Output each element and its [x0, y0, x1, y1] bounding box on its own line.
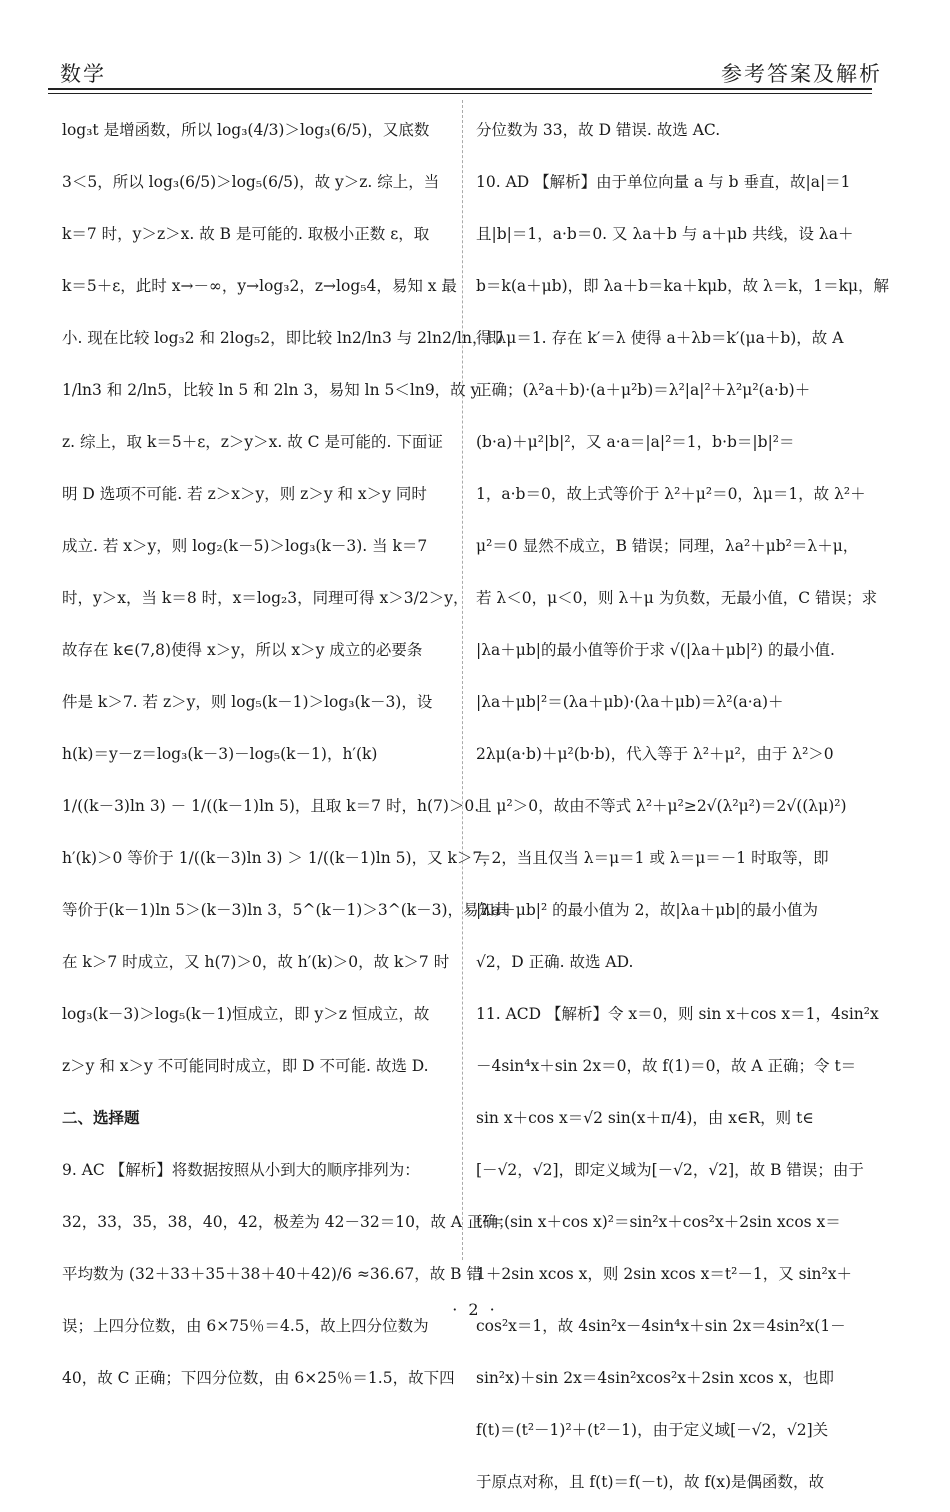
right-column-line: b＝k(a＋μb)，即 λa＋b＝ka＋kμb，故 λ＝k，1＝kμ，解 [476, 277, 890, 295]
left-column-line: 1/((k－3)ln 3) － 1/((k－1)ln 5)，且取 k＝7 时，h(7)＞0. [62, 797, 480, 815]
right-column-line: 得 λμ＝1. 存在 k′＝λ 使得 a＋λb＝k′(μa＋b)，故 A [476, 329, 844, 347]
right-column-line: cos²x＝1，故 4sin²x－4sin⁴x＋sin 2x＝4sin²x(1－ [476, 1317, 846, 1335]
left-column-line: 3＜5，所以 log₃(6/5)＞log₅(6/5)，故 y＞z. 综上，当 [62, 173, 440, 191]
left-column-line: 二、选择题 [62, 1109, 140, 1127]
subject-title: 数学 [60, 62, 106, 86]
right-column-line: 正确；(λ²a＋b)·(a＋μ²b)＝λ²|a|²＋λ²μ²(a·b)＋ [476, 381, 811, 399]
left-column-line: z＞y 和 x＞y 不可能同时成立，即 D 不可能. 故选 D. [62, 1057, 429, 1075]
right-column-line: |λa＋μb|²＝(λa＋μb)·(λa＋μb)＝λ²(a·a)＋ [476, 693, 784, 711]
right-column-line: 且|b|＝1，a·b＝0. 又 λa＋b 与 a＋μb 共线，设 λa＋ [476, 225, 854, 243]
left-column-line: 9. AC 【解析】将数据按照从小到大的顺序排列为： [62, 1161, 420, 1179]
header-rule-thick [48, 88, 872, 90]
left-column-line: k＝5＋ε，此时 x→－∞，y→log₃2，z→log₅4，易知 x 最 [62, 277, 457, 295]
right-column-line: t²＝(sin x＋cos x)²＝sin²x＋cos²x＋2sin xcos x＝ [476, 1213, 841, 1231]
right-column-line: (b·a)＋μ²|b|²，又 a·a＝|a|²＝1，b·b＝|b|²＝ [476, 433, 795, 451]
right-column-line: 1＋2sin xcos x，则 2sin xcos x＝t²－1，又 sin²x＋ [476, 1265, 852, 1283]
right-column-line: μ²＝0 显然不成立，B 错误；同理，λa²＋μb²＝λ＋μ， [476, 537, 859, 555]
right-column-line: 10. AD 【解析】由于单位向量 a 与 b 垂直，故|a|＝1 [476, 173, 851, 191]
left-column-line: 1/ln3 和 2/ln5，比较 ln 5 和 2ln 3，易知 ln 5＜ln9，故 y [62, 381, 480, 399]
left-column-line: 件是 k＞7. 若 z＞y，则 log₅(k－1)＞log₃(k－3)，设 [62, 693, 433, 711]
left-column-line: 成立. 若 x＞y，则 log₂(k－5)＞log₃(k－3). 当 k＝7 [62, 537, 428, 555]
left-column-line: 40，故 C 正确；下四分位数，由 6×25％＝1.5，故下四 [62, 1369, 455, 1387]
right-column-line: f(t)＝(t²－1)²＋(t²－1)，由于定义域[－√2，√2]关 [476, 1421, 829, 1439]
left-column-line: 在 k＞7 时成立，又 h(7)＞0，故 h′(k)＞0，故 k＞7 时 [62, 953, 450, 971]
right-column-line: 于原点对称，且 f(t)＝f(－t)，故 f(x)是偶函数，故 [476, 1473, 825, 1491]
section-title: 参考答案及解析 [721, 62, 882, 86]
right-column-line: 1，a·b＝0，故上式等价于 λ²＋μ²＝0，λμ＝1，故 λ²＋ [476, 485, 866, 503]
right-column-line: [－√2，√2]，即定义域为[－√2，√2]，故 B 错误；由于 [476, 1161, 864, 1179]
right-column-line: |λa＋μb|的最小值等价于求 √(|λa＋μb|²) 的最小值. [476, 641, 835, 659]
right-column-line: 11. ACD 【解析】令 x＝0，则 sin x＋cos x＝1，4sin²x [476, 1005, 879, 1023]
left-column-line: h′(k)＞0 等价于 1/((k－3)ln 3) ＞ 1/((k－1)ln 5)，又 k＞7， [62, 849, 498, 867]
left-column-line: z. 综上，取 k＝5＋ε，z＞y＞x. 故 C 是可能的. 下面证 [62, 433, 443, 451]
left-column-line: 时，y＞x，当 k＝8 时，x＝log₂3，同理可得 x＞3/2＞y， [62, 589, 469, 607]
left-column-line: 32，33，35，38，40，42，极差为 42－32＝10，故 A 正确； [62, 1213, 514, 1231]
right-column-line: 若 λ＜0，μ＜0，则 λ＋μ 为负数，无最小值，C 错误；求 [476, 589, 878, 607]
left-column-line: 平均数为 (32＋33＋35＋38＋40＋42)/6 ≈36.67，故 B 错 [62, 1265, 482, 1283]
right-column-line: ＝2，当且仅当 λ＝μ＝1 或 λ＝μ＝－1 时取等，即 [476, 849, 829, 867]
left-column-line: log₃(k－3)＞log₅(k－1)恒成立，即 y＞z 恒成立，故 [62, 1005, 430, 1023]
header-rule-thin [48, 93, 872, 94]
column-divider [462, 100, 463, 1260]
right-column-line: sin²x)＋sin 2x＝4sin²xcos²x＋2sin xcos x，也即 [476, 1369, 835, 1387]
page-header [52, 50, 890, 90]
left-column-line: h(k)＝y－z＝log₃(k－3)－log₅(k－1)，h′(k) [62, 745, 378, 763]
left-column-line: 故存在 k∈(7,8)使得 x＞y，所以 x＞y 成立的必要条 [62, 641, 423, 659]
left-column-line: log₃t 是增函数，所以 log₃(4/3)＞log₃(6/5)，又底数 [62, 121, 430, 139]
right-column-line: 且 μ²＞0，故由不等式 λ²＋μ²≥2√(λ²μ²)＝2√((λμ)²) [476, 797, 847, 815]
left-column [62, 108, 514, 1408]
right-column-line: 分位数为 33，故 D 错误. 故选 AC. [476, 121, 721, 139]
left-column-line: 等价于(k－1)ln 5＞(k－3)ln 3，5^(k－1)＞3^(k－3)，易知其 [62, 901, 510, 919]
right-column-line: －4sin⁴x＋sin 2x＝0，故 f(1)＝0，故 A 正确；令 t＝ [476, 1057, 857, 1075]
left-column-line: 小. 现在比较 log₃2 和 2log₅2，即比较 ln2/ln3 与 2ln2/ln，即 [62, 329, 504, 347]
right-column-line: |λa＋μb|² 的最小值为 2，故|λa＋μb|的最小值为 [476, 901, 818, 919]
left-column-line: 明 D 选项不可能. 若 z＞x＞y，则 z＞y 和 x＞y 同时 [62, 485, 427, 503]
left-column-line: 误；上四分位数，由 6×75％＝4.5，故上四分位数为 [62, 1317, 429, 1335]
right-column-line: √2，D 正确. 故选 AD. [476, 953, 634, 971]
left-column-line: k＝7 时，y＞z＞x. 故 B 是可能的. 取极小正数 ε，取 [62, 225, 430, 243]
right-column-line: sin x＋cos x＝√2 sin(x＋π/4)，由 x∈R，则 t∈ [476, 1109, 814, 1127]
right-column-line: 2λμ(a·b)＋μ²(b·b)，代入等于 λ²＋μ²，由于 λ²＞0 [476, 745, 834, 763]
page-number: · 2 · [452, 1300, 498, 1319]
